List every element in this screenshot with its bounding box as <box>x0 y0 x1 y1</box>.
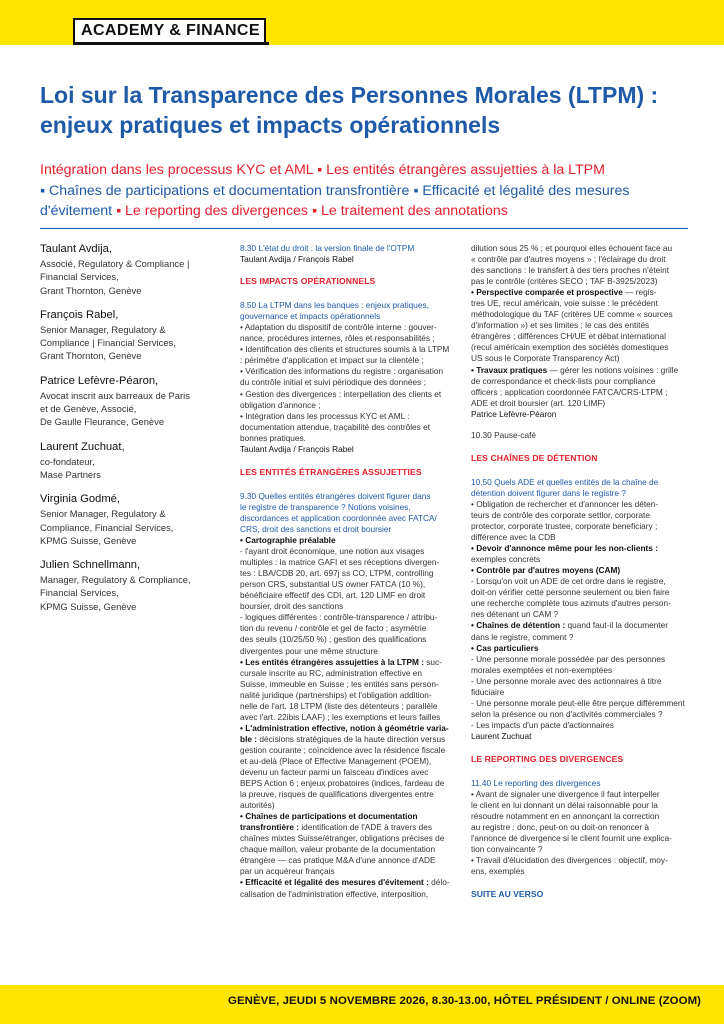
agenda-title-line: gouvernance et impacts opérationnels <box>240 311 381 322</box>
body-line: - Une personne morale possédée par des personnes <box>471 653 666 664</box>
body-line: nance, procédures internes, rôles et responsabilités ; <box>240 333 435 344</box>
agenda-speakers: Laurent Zuchuat <box>471 730 532 741</box>
body-line: le client en lui donnant un délai raisonnable pour la <box>471 800 658 811</box>
topic-bullet: ▪ <box>413 182 419 199</box>
topic-bullet: ▪ <box>116 203 122 219</box>
agenda-body <box>471 789 691 877</box>
body-line: tes : LBA/CDB 20, art. 697j ss CO, LTPM, controlling <box>240 568 434 579</box>
body-line: bonnes pratiques. <box>240 432 306 443</box>
body-line: nelle de l'art. 18 LTPM (liste des détenteurs ; parallèle <box>240 700 438 711</box>
agenda-body <box>240 745 460 811</box>
agenda-body <box>240 322 460 444</box>
body-line: cursale inscrite au RC, administration effective en <box>240 667 423 678</box>
body-line: pas le contrôle (critères SECO ; TAF B-3925/2023) <box>471 276 658 287</box>
body-line: • Identification des clients et structures soumis à la LTPM <box>240 344 450 355</box>
body-text: décisions stratégiques de la haute direction versus <box>257 733 446 744</box>
agenda-body <box>240 833 460 877</box>
section-heading: LES ENTITÉS ÉTRANGÈRES ASSUJETTIES <box>240 466 422 477</box>
speaker-role-line: co-fondateur, <box>40 455 95 467</box>
body-line: • Travail d'élucidation des divergences : objectif, moy- <box>471 855 668 866</box>
body-line: : périmètre d'application et impact sur la clientèle ; <box>240 355 424 366</box>
body-line: • Obligation de rechercher et d'annoncer les déten- <box>471 498 659 509</box>
agenda-body <box>471 654 691 731</box>
body-line: chaînes mixtes Suisse/étranger, obligations précises de <box>240 833 445 844</box>
speaker-role-line: Compliance, Financial Services, <box>40 521 174 533</box>
body-line: divergentes pour une même structure <box>240 645 378 656</box>
topic-bullet: ▪ <box>317 162 323 178</box>
body-line: fiduciaire <box>471 686 505 697</box>
body-line: - logiques différentes : contrôle-transparence / attribu- <box>240 612 438 623</box>
bullet-paragraph <box>471 287 691 298</box>
body-line: différence avec la CDB <box>471 532 556 543</box>
body-line: étrangères ; différences CH/UE et débat international <box>471 331 666 342</box>
body-line: • Adaptation du dispositif de contrôle interne : gouver- <box>240 322 437 333</box>
speaker-role-line: Manager, Regulatory & Compliance, <box>40 574 191 586</box>
speaker-name: François Rabel, <box>40 308 119 321</box>
body-line: officers ; application coordonnée FATCA/CRS-LTPM ; <box>471 386 668 397</box>
body-line: « contrôle par d'autres moyens » ; l'éclairage du droit <box>471 254 666 265</box>
program-column-2 <box>240 243 460 900</box>
topic-annotations: Le traitement des annotations <box>320 203 508 219</box>
agenda-title: La LTPM dans les banques : enjeux pratiques, <box>258 300 429 311</box>
bullet-heading: • Les entités étrangères assujetties à la LTPM : <box>240 656 424 667</box>
speaker-role-line: Associé, Regulatory & Compliance | <box>40 258 190 269</box>
agenda-body <box>240 668 460 723</box>
bullet-heading: • Cas particuliers <box>471 642 539 653</box>
speaker-role-line: et de Genève, Associé, <box>40 403 137 415</box>
speaker-role-line: Grant Thornton, Genève <box>40 284 142 296</box>
body-line: tion du revenu / contrôle et gel de facto ; asymétrie <box>240 623 427 634</box>
agenda-title: Quels ADE et quelles entités de la chaîne de <box>494 476 659 487</box>
section-divider <box>40 228 688 229</box>
body-line: méthodologique du TAF (critères UE comme « sources <box>471 309 673 320</box>
body-line: multiples : la matrice GAFI et ses réceptions divergen- <box>240 557 440 568</box>
body-line: ADE et droit boursier (art. 120 LIMF) <box>471 397 606 408</box>
agenda-time: 8.50 <box>240 300 257 311</box>
body-line: des sanctions : le transfert à des tiers proches n'éteint <box>471 265 670 276</box>
agenda-title-line: le registre de transparence ? Notions voisines, <box>240 501 411 512</box>
body-line: nes détenant un CAM ? <box>471 609 559 620</box>
bullet-paragraph <box>240 822 460 833</box>
agenda-time: 9.30 <box>240 490 257 501</box>
agenda-item-1140 <box>471 778 691 789</box>
bullet-heading: ble : <box>240 733 258 744</box>
section-heading: LES IMPACTS OPÉRATIONNELS <box>240 276 376 287</box>
agenda-speakers: Patrice Lefèvre-Péaron <box>471 408 557 419</box>
agenda-title-line: détention doivent figurer dans le registre ? <box>471 487 626 498</box>
body-line: bénéficiaire effectif des CDI, art. 120 LIMF en droit <box>240 590 426 601</box>
body-line: tres UE, recul américain, voie suisse : le précédent <box>471 298 658 309</box>
body-line: du contrôle initial et suivi périodique des données ; <box>240 377 426 388</box>
body-line: - Une personne morale peut-elle être perçue différemment <box>471 697 685 708</box>
topic-bullet: ▪ <box>311 203 318 219</box>
title-line-1: Loi sur la Transparence des Personnes Morales (LTPM) : <box>40 82 659 108</box>
speaker-name: Julien Schnellmann, <box>40 559 141 572</box>
body-line: dilution sous 25 % ; et pourquoi elles échouent face au <box>471 243 673 253</box>
body-line: boursier, droit des sanctions <box>240 601 344 612</box>
body-line: résoudre notamment en en annonçant la correction <box>471 811 660 822</box>
agenda-title-line: discordances et application coordonnée avec FATCA/ <box>240 512 437 523</box>
bullet-heading: • Devoir d'annonce même pour les non-clients : <box>471 543 658 554</box>
bullet-heading: transfrontière : <box>240 822 300 833</box>
agenda-body <box>471 298 691 364</box>
agenda-body <box>471 576 691 620</box>
body-line: de correspondance et check-lists pour compliance <box>471 375 656 386</box>
body-line: - Une personne morale avec des actionnaires à titre <box>471 675 662 686</box>
section-heading: LES CHAÎNES DE DÉTENTION <box>471 452 598 463</box>
bullet-heading: • Chaînes de participations et documentation <box>240 811 418 822</box>
body-text: identification de l'ADE à travers des <box>299 822 433 833</box>
event-details: GENÈVE, JEUDI 5 NOVEMBRE 2026, 8.30-13.00, HÔTEL PRÉSIDENT / ONLINE (ZOOM) <box>228 995 702 1007</box>
topic-kyc-aml: Intégration dans les processus KYC et AML <box>40 162 314 178</box>
bullet-heading: • L'administration effective, notion à géométrie varia- <box>240 722 449 733</box>
agenda-body <box>471 376 691 409</box>
speaker-block <box>40 374 215 429</box>
body-line: et au-delà (Place of Effective Management (POEM), <box>240 755 432 766</box>
bullet-paragraph <box>471 365 691 376</box>
body-line: exemples concrets <box>471 554 541 565</box>
speaker-block <box>40 558 215 613</box>
body-line: nalité juridique (partnerships) et l'obligation addition- <box>240 689 432 700</box>
body-line: autorités) <box>240 800 275 811</box>
page-title <box>40 80 690 140</box>
agenda-time: 8.30 <box>240 243 257 253</box>
body-line: • Vérification des informations du registre : organisation <box>240 366 444 377</box>
agenda-body <box>240 546 460 656</box>
bullet-heading: • Perspective comparée et prospective <box>471 287 623 298</box>
agenda-time: 11.40 <box>471 778 492 789</box>
speaker-role-line: Grant Thornton, Genève <box>40 350 142 362</box>
bullet-paragraph <box>471 620 691 631</box>
speaker-role-line: Mase Partners <box>40 468 101 480</box>
agenda-item-930 <box>240 491 460 502</box>
agenda-title: Quelles entités étrangères doivent figurer dans <box>258 490 431 501</box>
body-line: • Intégration dans les processus KYC et AML : <box>240 410 410 421</box>
bullet-heading: • Efficacité et légalité des mesures d'évitement : <box>240 877 429 888</box>
agenda-title-line: CRS, droit des sanctions et droit boursier <box>240 523 392 534</box>
agenda-item-1050 <box>471 477 691 488</box>
topic-reporting: Le reporting des divergences <box>125 203 309 219</box>
speaker-name: Taulant Avdija, <box>40 243 112 255</box>
topic-avoidance-b: d'évitement <box>40 203 113 219</box>
speaker-role-line: De Gaulle Fleurance, Genève <box>40 416 165 428</box>
speaker-role-line: Avocat inscrit aux barreaux de Paris <box>40 389 190 401</box>
agenda-title: Le reporting des divergences <box>493 778 601 789</box>
body-line: tion convaincante ? <box>471 844 543 855</box>
agenda-speakers: Taulant Avdija / François Rabel <box>240 443 354 454</box>
agenda-body <box>471 243 691 287</box>
speaker-block <box>40 242 215 297</box>
body-line: - l'ayant droit économique, une notion aux visages <box>240 546 425 557</box>
speaker-block <box>40 308 215 363</box>
body-line: obligation d'annonce ; <box>240 399 321 410</box>
body-line: devenu un facteur parmi un faisceau d'indices avec <box>240 767 429 778</box>
program-column-3 <box>471 243 691 900</box>
section-heading: LE REPORTING DES DIVERGENCES <box>471 753 624 764</box>
body-line: ens, exemples <box>471 866 525 877</box>
speaker-role-line: Senior Manager, Regulatory & <box>40 508 166 520</box>
title-line-2: enjeux pratiques et impacts opérationnels <box>40 112 501 138</box>
agenda-time: 10.50 <box>471 476 492 487</box>
speaker-role-line: KPMG Suisse, Genève <box>40 600 137 612</box>
speaker-role-line: Senior Manager, Regulatory & <box>40 323 166 335</box>
topic-chains: Chaînes de participations et documentation transfrontière <box>48 182 410 199</box>
body-line: par un acquéreur français <box>240 866 335 877</box>
body-text: suc- <box>423 656 442 667</box>
speaker-block <box>40 492 215 547</box>
bullet-heading: • Contrôle par d'autres moyens (CAM) <box>471 565 621 576</box>
topic-foreign-entities: Les entités étrangères assujetties à la LTPM <box>326 162 605 178</box>
body-line: doit-on vérifier cette personne seulement ou bien faire <box>471 587 670 598</box>
body-line: protector, corporate trustee, corporate beneficiary ; <box>471 521 658 532</box>
body-line: morales exemptées et non-exemptées <box>471 664 613 675</box>
brand-underline <box>73 42 269 45</box>
agenda-speakers: Taulant Avdija / François Rabel <box>240 254 354 265</box>
body-line: - Lorsqu'on voit un ADE de cet ordre dans le registre, <box>471 576 666 587</box>
body-text: — regis- <box>622 287 657 298</box>
brand-logo: ACADEMY & FINANCE <box>73 18 266 44</box>
body-line: une recherche complète tous azimuts d'autres person- <box>471 598 671 609</box>
body-line: Suisse, immeuble en Suisse ; les entités sans person- <box>240 678 439 689</box>
bullet-heading: • Cartographie préalable <box>240 535 336 546</box>
body-line: • Gestion des divergences : interpellation des clients et <box>240 388 442 399</box>
topic-avoidance-a: Efficacité et légalité des mesures <box>422 182 630 199</box>
coffee-break: 10.30 Pause-café <box>471 429 537 440</box>
body-line: avec l'art. 22ibis LAAF) ; les exemptions et leurs failles <box>240 711 441 722</box>
agenda-item-830 <box>240 243 460 254</box>
body-line: BEPS Action 6 ; enjeux probatoires (indices, fardeau de <box>240 778 445 789</box>
body-line: (recul américain exemption des sociétés domestiques <box>471 342 669 353</box>
speaker-block <box>40 440 215 482</box>
body-line: gestion courante ; coïncidence avec la résidence fiscale <box>240 744 446 755</box>
body-text: quand faut-il la documenter <box>565 620 669 631</box>
body-line: dans le registre, comment ? <box>471 631 574 642</box>
body-line: teurs de contrôle des corporate settlor, corporate <box>471 509 650 520</box>
bullet-paragraph <box>240 877 460 888</box>
speaker-role-line: Financial Services, <box>40 587 119 599</box>
body-line: person CRS, substantial US owner FATCA (10 %), <box>240 579 426 590</box>
body-line: chaque maillon, valeur probante de la documentation <box>240 844 436 855</box>
topic-bullet: ▪ <box>40 182 46 199</box>
speaker-name: Virginia Godmé, <box>40 493 121 506</box>
body-line: l'annonce de divergence si le client fournit une explica- <box>471 833 672 844</box>
body-line: étrangère — cas pratique M&A d'une annonce d'ADE <box>240 855 436 866</box>
bullet-heading: • Travaux pratiques <box>471 364 548 375</box>
topics-summary <box>40 160 690 222</box>
speaker-name: Laurent Zuchuat, <box>40 440 125 453</box>
body-line: d'information ») et ses limites ; le cas des entités <box>471 320 650 331</box>
speakers-column <box>40 242 215 624</box>
body-line: la preuve, risques de qualifications divergentes entre <box>240 789 434 800</box>
bullet-paragraph <box>240 734 460 745</box>
agenda-body <box>471 499 691 543</box>
speaker-role-line: KPMG Suisse, Genève <box>40 534 137 546</box>
speaker-name: Patrice Lefèvre-Péaron, <box>40 374 159 387</box>
body-text: délo- <box>428 877 450 888</box>
body-line: calisation de l'administration effective, interposition, <box>240 888 429 899</box>
agenda-title: L'état du droit : la version finale de l'OTPM <box>258 243 415 253</box>
body-line: des seuils (10/25/50 %) ; gestion des qualifications <box>240 634 427 645</box>
bullet-paragraph <box>240 657 460 668</box>
agenda-item-850 <box>240 300 460 311</box>
body-text: — gérer les notions voisines : grille <box>547 364 679 375</box>
body-line: selon la présence ou non d'activités commerciales ? <box>471 708 663 719</box>
body-line: au registre : donc, peut-on ou doit-on renoncer à <box>471 822 650 833</box>
speaker-role-line: Compliance | Financial Services, <box>40 337 176 349</box>
body-line: - Les impacts d'un pacte d'actionnaires <box>471 719 614 730</box>
bullet-heading: • Chaînes de détention : <box>471 620 566 631</box>
body-line: documentation attendue, traçabilité des contrôles et <box>240 421 431 432</box>
speaker-role-line: Financial Services, <box>40 271 119 283</box>
continue-overleaf-link[interactable]: SUITE AU VERSO <box>471 889 544 900</box>
body-line: US sous le Corporate Transparency Act) <box>471 353 620 364</box>
body-line: • Avant de signaler une divergence il faut interpeller <box>471 789 660 800</box>
